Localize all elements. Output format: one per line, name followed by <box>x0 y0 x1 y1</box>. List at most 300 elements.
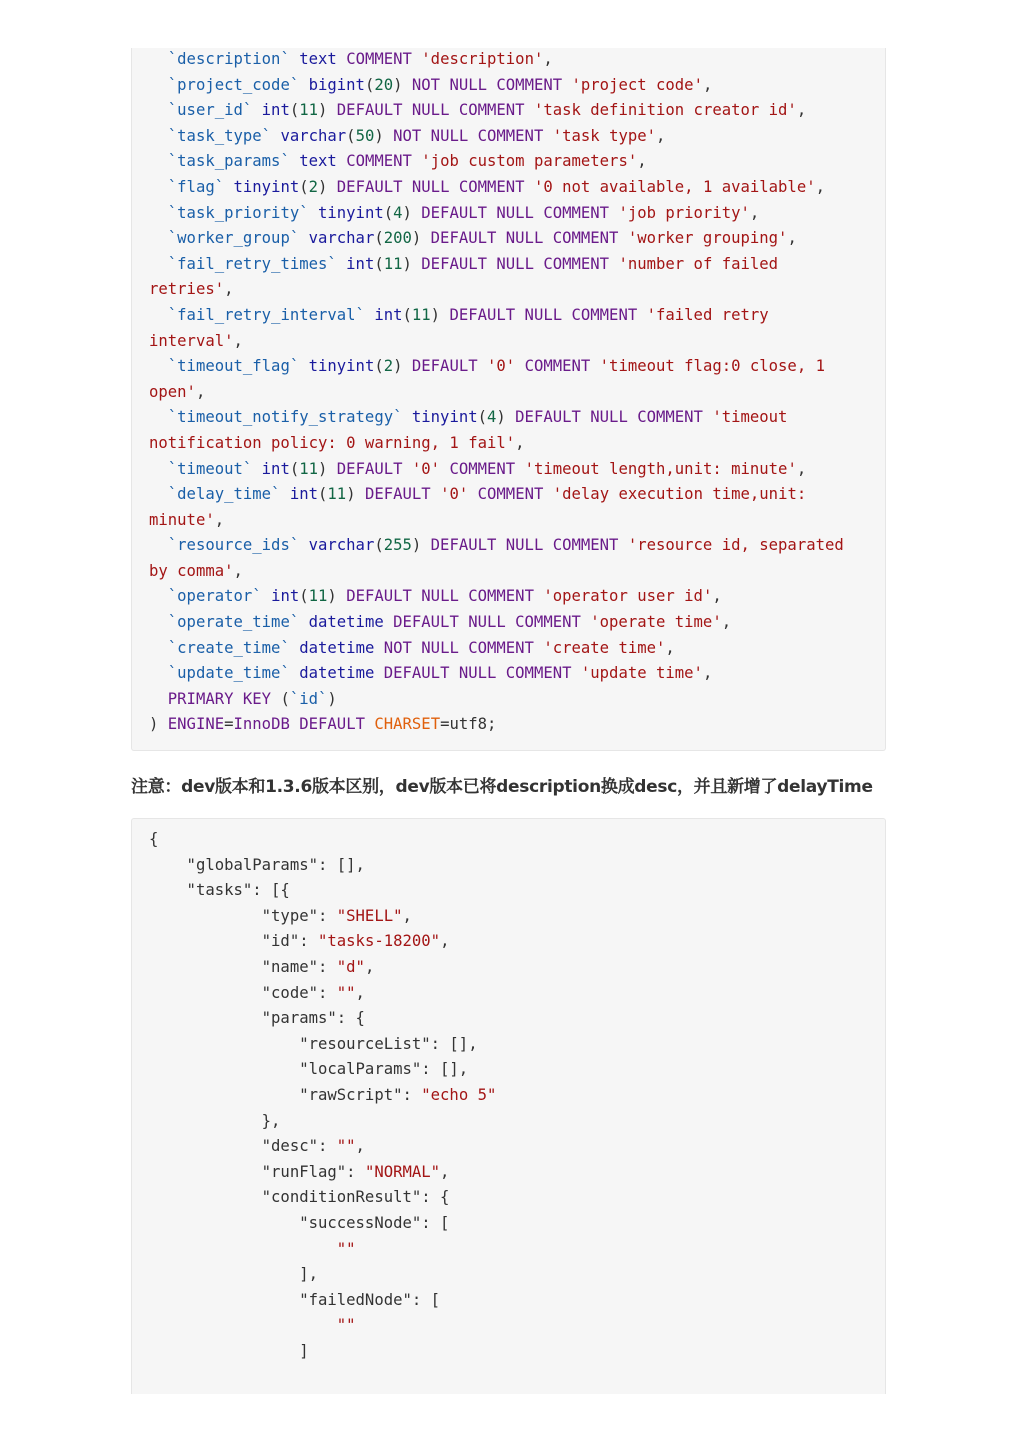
code-token: 'timeout flag:0 close, 1 <box>599 357 825 376</box>
code-token: , <box>796 101 807 120</box>
code-token: `operator` <box>167 587 262 606</box>
code-token: 'number of failed <box>618 254 779 273</box>
code-line <box>149 981 885 1007</box>
code-token: 2 <box>383 357 394 376</box>
code-token <box>149 460 168 478</box>
code-token: `resource_ids` <box>167 536 300 555</box>
code-line <box>149 1211 885 1237</box>
code-token: ) <box>411 536 431 555</box>
code-token: DEFAULT NULL COMMENT <box>336 101 525 120</box>
code-token <box>412 152 421 170</box>
code-token: ) <box>318 101 337 120</box>
code-token: CHARSET <box>374 715 441 734</box>
code-line <box>149 48 885 73</box>
code-token: 'job priority' <box>618 203 750 222</box>
code-token <box>290 715 299 733</box>
code-token: ( <box>299 177 309 196</box>
code-line <box>149 1006 885 1032</box>
code-token <box>365 715 374 733</box>
code-line <box>149 226 885 252</box>
code-line <box>149 380 885 406</box>
code-line <box>149 508 885 534</box>
code-token: ) <box>430 305 450 324</box>
code-token: DEFAULT NULL COMMENT <box>430 229 619 248</box>
code-token: ( <box>374 536 384 555</box>
code-line <box>149 610 885 636</box>
code-token: open' <box>149 382 196 401</box>
code-token: COMMENT <box>449 459 516 478</box>
code-token: "tasks-18200" <box>318 932 441 951</box>
code-token: , <box>355 983 365 1002</box>
code-token: "SHELL" <box>336 906 403 925</box>
code-line <box>149 149 885 175</box>
code-token: int <box>346 254 375 273</box>
code-token: ) <box>411 229 431 248</box>
code-line <box>149 175 885 201</box>
code-token: "localParams": [], <box>149 1060 469 1079</box>
code-token: 'project code' <box>571 75 703 94</box>
code-token: `timeout` <box>167 459 253 478</box>
code-line <box>149 482 885 508</box>
code-token: minute' <box>149 510 215 529</box>
code-line <box>149 533 885 559</box>
code-token: varchar <box>280 126 347 145</box>
code-token: , <box>656 126 666 145</box>
code-token: by comma' <box>149 561 234 580</box>
code-token: ) <box>318 177 337 196</box>
code-token: "runFlag": <box>149 1162 365 1181</box>
code-token: , <box>233 561 243 580</box>
code-token: "echo 5" <box>421 1085 497 1104</box>
code-token: , <box>402 906 412 925</box>
code-line <box>149 303 885 329</box>
code-token: 'resource id, separated <box>627 536 844 555</box>
code-line <box>149 1083 885 1109</box>
code-token: "" <box>336 1137 356 1156</box>
code-token: InnoDB <box>233 715 290 734</box>
code-token <box>290 639 299 657</box>
code-line <box>149 1237 885 1263</box>
code-line <box>149 1134 885 1160</box>
code-token: ( <box>383 203 394 222</box>
code-token: DEFAULT <box>364 485 431 504</box>
code-token: 4 <box>487 408 497 427</box>
code-token: 'delay execution time,unit: <box>552 485 807 504</box>
code-token <box>374 664 383 682</box>
code-token <box>290 50 299 68</box>
code-token: ) <box>393 357 412 376</box>
code-token: ) <box>374 126 394 145</box>
code-token: `task_priority` <box>167 203 309 222</box>
version-note: 注意：dev版本和1.3.6版本区别，dev版本已将description换成desc，并且新增了delayTime <box>131 777 873 797</box>
code-token: ) <box>327 689 337 708</box>
code-token <box>337 152 346 170</box>
code-token: ( <box>374 357 384 376</box>
code-token: ] <box>149 1341 309 1360</box>
code-token: tinyint <box>411 408 478 427</box>
code-token: , <box>749 203 760 222</box>
code-token: DEFAULT <box>299 715 365 734</box>
code-token: , <box>543 50 553 68</box>
code-token: NOT NULL COMMENT <box>393 126 544 145</box>
code-token <box>337 255 346 273</box>
code-token <box>149 639 168 657</box>
code-token: , <box>712 587 722 606</box>
code-token: tinyint <box>233 177 300 196</box>
code-token: text <box>299 50 337 68</box>
code-token: COMMENT <box>524 357 591 376</box>
code-token: ) <box>346 485 365 504</box>
code-token <box>478 357 487 375</box>
code-token: , <box>515 433 525 452</box>
code-token <box>412 50 421 68</box>
code-token <box>309 204 318 222</box>
code-token: retries' <box>149 280 225 299</box>
code-token: , <box>195 382 206 401</box>
code-line <box>149 329 885 355</box>
code-token: DEFAULT NULL COMMENT <box>421 203 610 222</box>
code-token <box>149 587 168 605</box>
code-line <box>149 1032 885 1058</box>
code-token: ) <box>402 203 422 222</box>
code-token <box>149 1316 337 1334</box>
code-token <box>637 306 646 324</box>
code-token: DEFAULT NULL COMMENT <box>346 587 534 606</box>
code-token: 2 <box>308 177 319 196</box>
code-token: `id` <box>289 689 328 708</box>
code-token: "" <box>336 983 356 1002</box>
code-line <box>149 904 885 930</box>
code-token: "globalParams": [], <box>149 855 365 874</box>
code-token: '0' <box>411 459 441 478</box>
code-token: "" <box>336 1239 356 1258</box>
code-token <box>149 1240 337 1258</box>
code-token: 20 <box>374 75 394 94</box>
code-token: , <box>233 331 243 350</box>
code-token <box>365 306 374 324</box>
code-token: 50 <box>355 126 375 145</box>
code-token <box>149 306 168 324</box>
code-line <box>149 124 885 150</box>
code-token: PRIMARY KEY <box>167 689 272 708</box>
code-token: 'update time' <box>580 664 703 683</box>
code-token: '0' <box>487 357 516 376</box>
code-line <box>149 201 885 227</box>
code-token: '0 not available, 1 available' <box>533 177 816 196</box>
code-token: `task_params` <box>167 152 290 171</box>
code-token: , <box>665 638 675 657</box>
code-token: ) <box>496 408 516 427</box>
code-token: "successNode": [ <box>149 1213 450 1232</box>
code-token: text <box>299 152 337 171</box>
code-token: `project_code` <box>167 75 300 94</box>
code-token: , <box>637 152 647 171</box>
code-line <box>149 252 885 278</box>
code-token: NOT NULL COMMENT <box>411 75 563 94</box>
code-token <box>299 536 308 554</box>
code-token: `description` <box>167 50 290 68</box>
code-token: ) <box>393 75 412 94</box>
code-token: ( <box>374 254 384 273</box>
code-token <box>149 178 168 196</box>
code-token: "d" <box>336 957 365 976</box>
code-token: ( <box>299 587 309 606</box>
code-token: ( <box>271 689 290 708</box>
code-token: , <box>224 280 234 299</box>
code-token: , <box>364 957 375 976</box>
code-token <box>149 255 168 273</box>
code-token: 'operator user id' <box>543 587 713 606</box>
code-line <box>149 1339 885 1365</box>
code-token: 200 <box>383 229 412 248</box>
code-token: ENGINE <box>167 715 225 734</box>
code-line <box>149 1313 885 1339</box>
code-token: DEFAULT NULL COMMENT <box>393 613 581 632</box>
code-token: ( <box>374 229 384 248</box>
code-token: COMMENT <box>346 152 412 171</box>
code-token: datetime <box>299 664 375 683</box>
code-token: 11 <box>299 101 319 120</box>
code-token <box>618 229 627 247</box>
code-token <box>515 357 524 375</box>
code-token: `flag` <box>167 177 225 196</box>
code-token <box>403 460 412 478</box>
code-token: "params": { <box>149 1009 365 1028</box>
code-token <box>224 178 233 196</box>
code-token: ( <box>402 305 412 324</box>
code-token: { <box>149 830 159 848</box>
code-token: 11 <box>411 305 431 324</box>
code-token <box>431 485 440 503</box>
code-token: tinyint <box>318 203 384 222</box>
code-token: ( <box>477 408 487 427</box>
code-token: 'timeout <box>712 408 788 427</box>
code-token: DEFAULT <box>336 459 403 478</box>
code-token: `delay_time` <box>167 485 281 504</box>
code-token <box>468 485 477 503</box>
code-token <box>525 101 534 119</box>
code-line <box>149 98 885 124</box>
code-line <box>149 457 885 483</box>
code-token: DEFAULT NULL COMMENT <box>430 536 619 555</box>
code-line <box>149 636 885 662</box>
code-line <box>149 1160 885 1186</box>
code-token: 'description' <box>421 50 544 68</box>
code-line <box>149 827 885 853</box>
code-token: , <box>214 510 225 529</box>
json-code <box>132 819 885 1364</box>
code-token: , <box>440 932 450 951</box>
code-token <box>149 101 168 119</box>
code-token: ( <box>364 75 375 94</box>
code-token: varchar <box>308 229 375 248</box>
code-token: 11 <box>383 254 403 273</box>
code-token: 11 <box>308 587 328 606</box>
code-token: DEFAULT NULL COMMENT <box>383 664 572 683</box>
code-token <box>299 613 308 631</box>
code-token: "desc": <box>149 1137 337 1156</box>
code-token: int <box>261 459 290 478</box>
code-token <box>581 613 590 631</box>
code-token: ], <box>149 1265 318 1284</box>
code-token: '0' <box>440 485 469 504</box>
code-token: int <box>289 485 319 504</box>
code-line <box>149 1057 885 1083</box>
code-token: DEFAULT NULL COMMENT <box>515 408 703 427</box>
code-line <box>149 929 885 955</box>
code-token: = <box>224 715 234 734</box>
code-token: int <box>374 305 403 324</box>
code-token: varchar <box>308 536 375 555</box>
code-token: 'failed retry <box>646 305 769 324</box>
code-token: 11 <box>327 485 347 504</box>
code-token: `user_id` <box>167 101 253 120</box>
sql-code <box>132 48 885 738</box>
code-token <box>149 664 168 682</box>
code-token: datetime <box>299 638 375 657</box>
code-token: , <box>702 664 713 683</box>
code-token: 4 <box>393 203 403 222</box>
code-token: }, <box>149 1111 281 1130</box>
code-token: ) <box>327 587 347 606</box>
code-token: ) <box>402 254 422 273</box>
code-token: 'operate time' <box>590 613 722 632</box>
code-token: notification policy: 0 warning, 1 fail' <box>149 433 516 452</box>
code-token <box>337 50 346 68</box>
code-token: `fail_retry_times` <box>167 254 337 273</box>
code-token: `fail_retry_interval` <box>167 305 365 324</box>
code-token: 'job custom parameters' <box>421 152 638 171</box>
code-token: `timeout_flag` <box>167 357 300 376</box>
code-line <box>149 955 885 981</box>
code-token <box>543 485 552 503</box>
code-token: "rawScript": <box>149 1085 422 1104</box>
code-token: datetime <box>308 613 384 632</box>
code-token: 'task type' <box>552 126 657 145</box>
code-token: =utf8; <box>440 715 497 734</box>
code-token: "resourceList": [], <box>149 1034 478 1053</box>
code-line <box>149 405 885 431</box>
code-token: "tasks": [{ <box>149 881 290 900</box>
code-line <box>149 878 885 904</box>
code-token: "" <box>336 1316 356 1335</box>
code-token: , <box>355 1137 365 1156</box>
code-token <box>403 408 412 426</box>
code-token: 'worker grouping' <box>627 229 788 248</box>
code-token <box>515 460 524 478</box>
code-token <box>149 229 168 247</box>
code-token: 'create time' <box>543 638 666 657</box>
sql-code-block <box>131 48 886 751</box>
code-token: ( <box>346 126 356 145</box>
code-token <box>262 587 271 605</box>
code-token <box>534 639 543 657</box>
code-token <box>299 229 308 247</box>
code-token: , <box>440 1162 450 1181</box>
code-token: ( <box>289 101 300 120</box>
code-token <box>149 485 168 503</box>
code-token <box>149 408 168 426</box>
code-line <box>149 853 885 879</box>
code-line <box>149 1185 885 1211</box>
code-token <box>384 613 393 631</box>
code-token: DEFAULT <box>411 357 478 376</box>
code-token: ) <box>318 459 337 478</box>
code-token <box>543 127 552 145</box>
code-token: `operate_time` <box>167 613 300 632</box>
code-token: int <box>261 101 290 120</box>
code-token: "failedNode": [ <box>149 1290 441 1309</box>
code-token: , <box>702 75 713 94</box>
json-code-block <box>131 818 886 1394</box>
code-token: DEFAULT NULL COMMENT <box>421 254 610 273</box>
code-line <box>149 1288 885 1314</box>
code-token <box>149 357 168 375</box>
code-line <box>149 431 885 457</box>
code-token: COMMENT <box>477 485 544 504</box>
code-token: 255 <box>383 536 412 555</box>
code-token <box>149 613 168 631</box>
code-token: , <box>796 459 807 478</box>
code-token: bigint <box>308 75 365 94</box>
code-token: DEFAULT NULL COMMENT <box>336 177 525 196</box>
code-token <box>562 76 571 94</box>
code-token <box>149 536 168 554</box>
code-token: ( <box>289 459 300 478</box>
code-token: interval' <box>149 331 234 350</box>
code-token <box>252 101 261 119</box>
code-token: "conditionResult": { <box>149 1188 450 1207</box>
code-token: "name": <box>149 957 337 976</box>
code-token: `create_time` <box>167 638 290 657</box>
code-token: "type": <box>149 906 337 925</box>
code-token <box>290 152 299 170</box>
code-token: , <box>815 177 825 196</box>
code-token: "code": <box>149 983 337 1002</box>
code-token <box>525 178 534 196</box>
code-line <box>149 559 885 585</box>
code-line <box>149 584 885 610</box>
code-token: DEFAULT NULL COMMENT <box>449 305 638 324</box>
code-token <box>374 639 383 657</box>
code-line <box>149 1109 885 1135</box>
code-token <box>149 50 168 68</box>
code-line <box>149 73 885 99</box>
code-token: 11 <box>299 459 319 478</box>
code-token <box>572 664 581 682</box>
code-token <box>149 204 168 222</box>
code-token <box>149 690 168 708</box>
code-token <box>299 357 308 375</box>
code-token <box>252 460 261 478</box>
code-token <box>280 485 289 503</box>
code-token: ) <box>149 715 168 734</box>
code-line <box>149 277 885 303</box>
code-line <box>149 687 885 713</box>
code-token <box>703 408 712 426</box>
code-token: `worker_group` <box>167 229 300 248</box>
code-token <box>590 357 599 375</box>
code-token <box>618 536 627 554</box>
code-token <box>534 587 543 605</box>
code-token: , <box>721 613 732 632</box>
code-token <box>290 664 299 682</box>
code-token <box>149 76 168 94</box>
code-token: "id": <box>149 932 318 951</box>
code-token: tinyint <box>308 357 375 376</box>
code-token: ( <box>318 485 328 504</box>
code-token: COMMENT <box>346 50 412 68</box>
